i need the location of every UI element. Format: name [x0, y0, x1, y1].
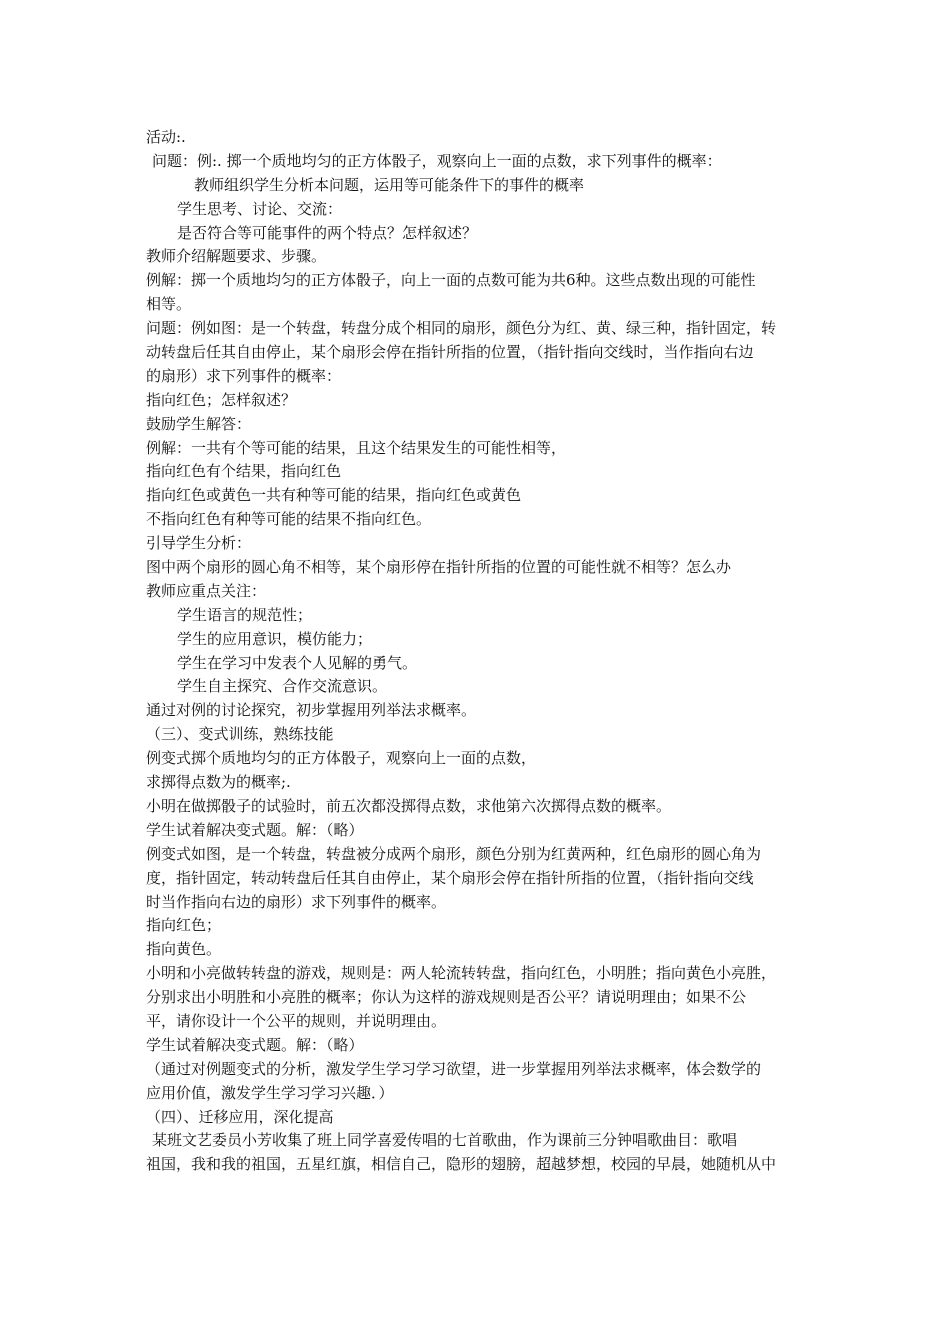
text-line: （通过对例题变式的分析，激发学生学习学习欲望，进一步掌握用列举法求概率，体会数学的	[146, 1059, 762, 1078]
text-line: 的扇形）求下列事件的概率：	[146, 366, 342, 385]
text-line: 例变式掷个质地均匀的正方体骰子，观察向上一面的点数，	[146, 749, 537, 768]
text-line: 学生思考、讨论、交流：	[177, 199, 343, 218]
text-line: 鼓励学生解答：	[146, 414, 252, 433]
text-line: 相等。	[146, 295, 192, 314]
text-line: 平，请你设计一个公平的规则，并说明理由。	[146, 1011, 447, 1030]
text-line: 学生自主探究、合作交流意识。	[177, 677, 388, 696]
text-line: 教师应重点关注：	[146, 581, 267, 600]
text-line: 通过对例的讨论探究，初步掌握用列举法求概率。	[146, 701, 477, 720]
text-line: 指向黄色。	[146, 940, 222, 959]
text-line: 问题：例如图：是一个转盘，转盘分成个相同的扇形，颜色分为红、黄、绿三种，指针固定，转	[146, 319, 777, 338]
text-line: 求掷得点数为的概率;.	[146, 773, 291, 792]
text-line: 祖国，我和我的祖国，五星红旗，相信自己，隐形的翅膀，超越梦想，校园的早晨，她随机从中	[146, 1155, 777, 1174]
text-line: 学生试着解决变式题。解：（略）	[146, 1035, 364, 1054]
text-line: 小明在做掷骰子的试验时，前五次都没掷得点数，求他第六次掷得点数的概率。	[146, 796, 672, 815]
text-line: 时当作指向右边的扇形）求下列事件的概率。	[146, 892, 447, 911]
text-line: 学生的应用意识，模仿能力；	[177, 629, 373, 648]
text-line: 教师组织学生分析本问题，运用等可能条件下的事件的概率	[194, 175, 585, 194]
text-line: 是否符合等可能事件的两个特点？怎样叙述？	[177, 223, 478, 242]
text-line: 例解：一共有个等可能的结果，且这个结果发生的可能性相等，	[146, 438, 567, 457]
text-line: 图中两个扇形的圆心角不相等，某个扇形停在指针所指的位置的可能性就不相等？怎么办	[146, 558, 732, 577]
text-line: 指向红色有个结果，指向红色	[146, 462, 342, 481]
text-line: 教师介绍解题要求、步骤。	[146, 247, 327, 266]
text-line: 某班文艺委员小芳收集了班上同学喜爱传唱的七首歌曲，作为课前三分钟唱歌曲目：歌唱	[152, 1131, 738, 1150]
text-line: 问题：例:. 掷一个质地均匀的正方体骰子，观察向上一面的点数，求下列事件的概率：	[152, 151, 722, 170]
text-line: 不指向红色有种等可能的结果不指向红色。	[146, 510, 432, 529]
text-line: 指向红色；怎样叙述？	[146, 390, 297, 409]
text-line: 学生试着解决变式题。解：（略）	[146, 820, 364, 839]
text-line: 度，指针固定，转动转盘后任其自由停止，某个扇形会停在指针所指的位置，（指针指向交线	[146, 868, 754, 887]
text-line: 指向红色；	[146, 916, 222, 935]
text-line: 应用价值，激发学生学习学习兴趣．）	[146, 1083, 394, 1102]
section-heading: （四）、迁移应用，深化提高	[146, 1107, 334, 1126]
text-line: 学生语言的规范性；	[177, 605, 313, 624]
text-line: 小明和小亮做转转盘的游戏，规则是：两人轮流转转盘，指向红色，小明胜；指向黄色小亮胜，	[146, 964, 777, 983]
section-heading: （三）、变式训练，熟练技能	[146, 725, 334, 744]
document-body	[146, 126, 810, 1177]
text-line: 例变式如图，是一个转盘，转盘被分成两个扇形，颜色分别为红黄两种，红色扇形的圆心角为	[146, 844, 762, 863]
text-line: 学生在学习中发表个人见解的勇气。	[177, 653, 418, 672]
text-line: 分别求出小明胜和小亮胜的概率；你认为这样的游戏规则是否公平？请说明理由；如果不公	[146, 988, 747, 1007]
text-line: 指向红色或黄色一共有种等可能的结果，指向红色或黄色	[146, 486, 522, 505]
text-line: 活动:.	[146, 128, 186, 146]
text-line: 引导学生分析：	[146, 534, 252, 553]
text-line: 例解：掷一个质地均匀的正方体骰子，向上一面的点数可能为共6种。这些点数出现的可能性	[146, 271, 756, 290]
text-line: 动转盘后任其自由停止，某个扇形会停在指针所指的位置，（指针指向交线时，当作指向右边	[146, 343, 754, 362]
